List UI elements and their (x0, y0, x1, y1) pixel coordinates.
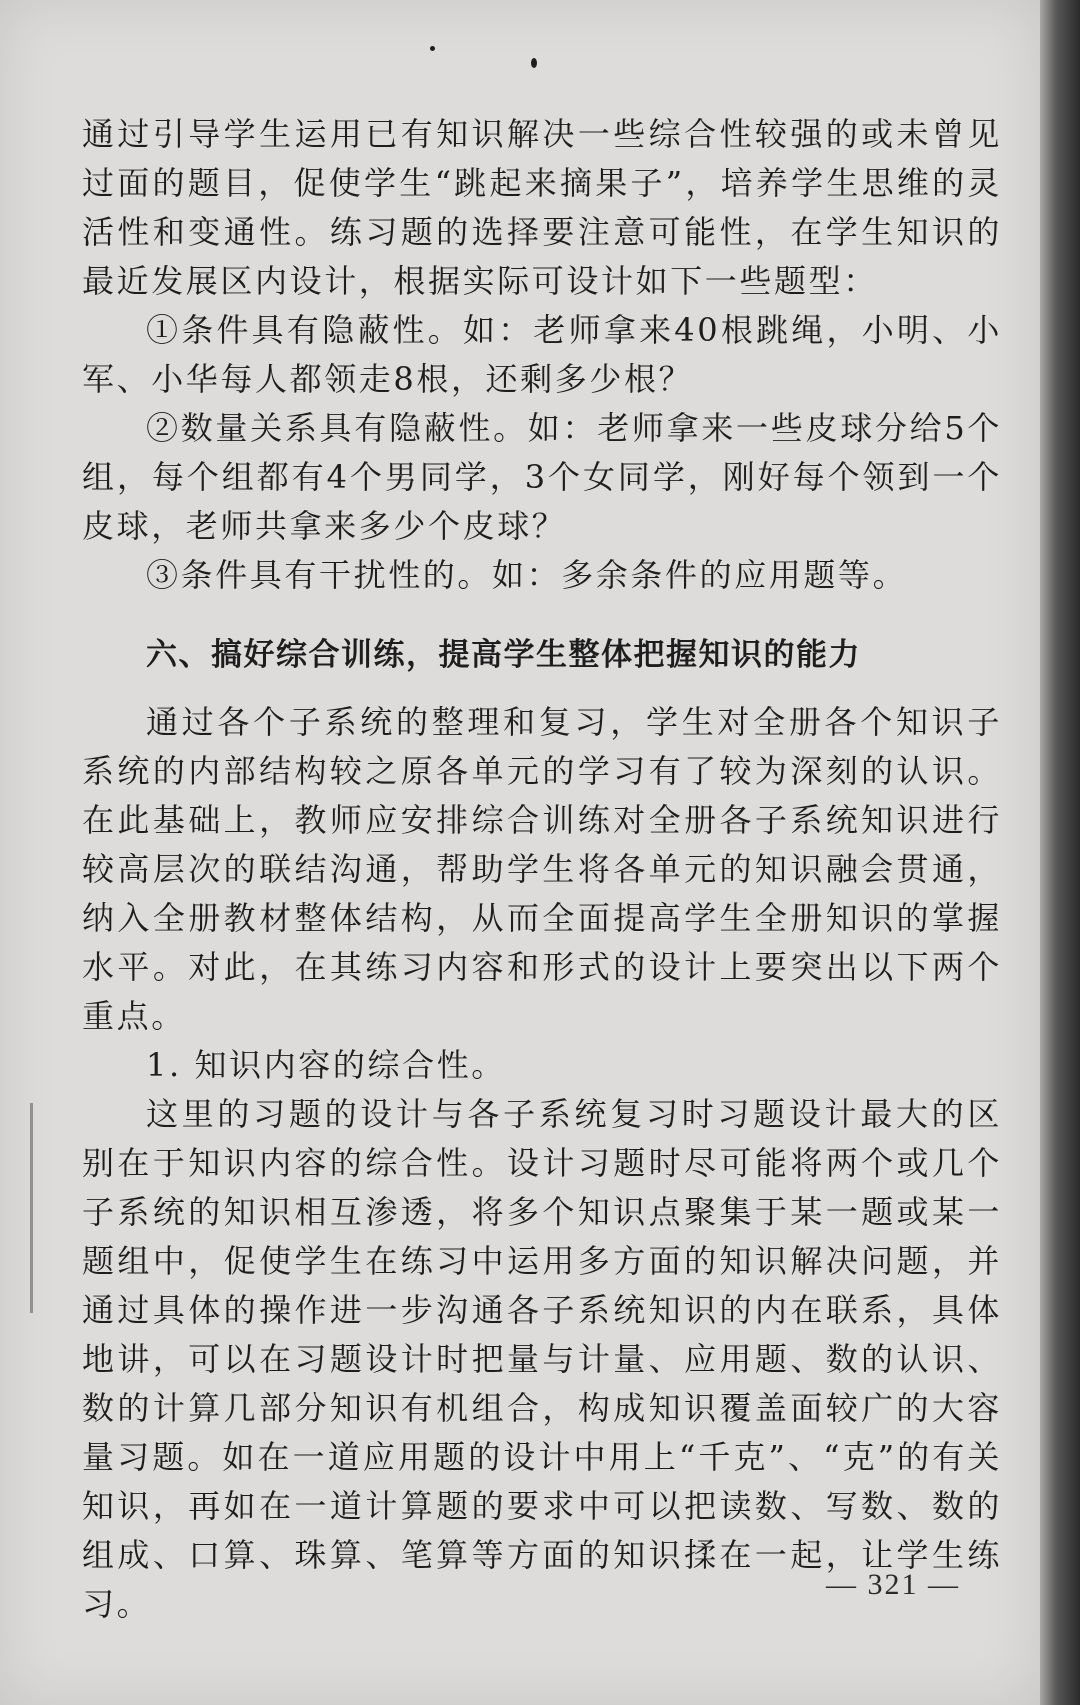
paragraph-section: 通过各个子系统的整理和复习，学生对全册各个知识子系统的内部结构较之原各单元的学习有了较为深刻的认识。在此基础上，教师应安排综合训练对全册各子系统知识进行较高层次的联结沟通，帮助学生将各单元的知识融会贯通，纳入全册教材整体结构，从而全面提高学生全册知识的掌握水平。对此，在其练习内容和形式的设计上要突出以下两个重点。 (82, 703, 1002, 1035)
subheading-1: 1. 知识内容的综合性。 (146, 1046, 506, 1084)
page-body (82, 110, 1002, 1629)
page-edge-shadow (1040, 0, 1080, 1705)
ink-speck (531, 58, 537, 68)
section-heading: 六、搞好综合训练，提高学生整体把握知识的能力 (146, 637, 861, 673)
example-item-2: ②数量关系具有隐蔽性。如：老师拿来一些皮球分给5个组，每个组都有4个男同学，3个女同学，刚好每个领到一个皮球，老师共拿来多少个皮球？ (82, 409, 1002, 545)
paragraph-detail: 这里的习题的设计与各子系统复习时习题设计最大的区别在于知识内容的综合性。设计习题时尽可能将两个或几个子系统的知识相互渗透，将多个知识点聚集于某一题或某一题组中，促使学生在练习中运用多方面的知识解决问题，并通过具体的操作进一步沟通各子系统知识的内在联系，具体地讲，可以在习题设计时把量与计量、应用题、数的认识、数的计算几部分知识有机组合，构成知识覆盖面较广的大容量习题。如在一道应用题的设计中用上“千克”、“克”的有关知识，再如在一道计算题的要求中可以把读数、写数、数的组成、口算、珠算、笔算等方面的知识揉在一起，让学生练习。 (82, 1095, 1002, 1623)
ink-speck (430, 46, 435, 51)
example-item-1: ①条件具有隐蔽性。如：老师拿来40根跳绳，小明、小军、小华每人都领走8根，还剩多少根？ (82, 311, 1002, 398)
page-number: — 321 — (826, 1568, 960, 1601)
margin-mark (30, 1103, 33, 1313)
example-item-3: ③条件具有干扰性的。如：多余条件的应用题等。 (146, 556, 908, 594)
paragraph-intro: 通过引导学生运用已有知识解决一些综合性较强的或未曾见过面的题目，促使学生“跳起来摘果子”，培养学生思维的灵活性和变通性。练习题的选择要注意可能性，在学生知识的最近发展区内设计，根据实际可设计如下一些题型： (82, 115, 1002, 300)
